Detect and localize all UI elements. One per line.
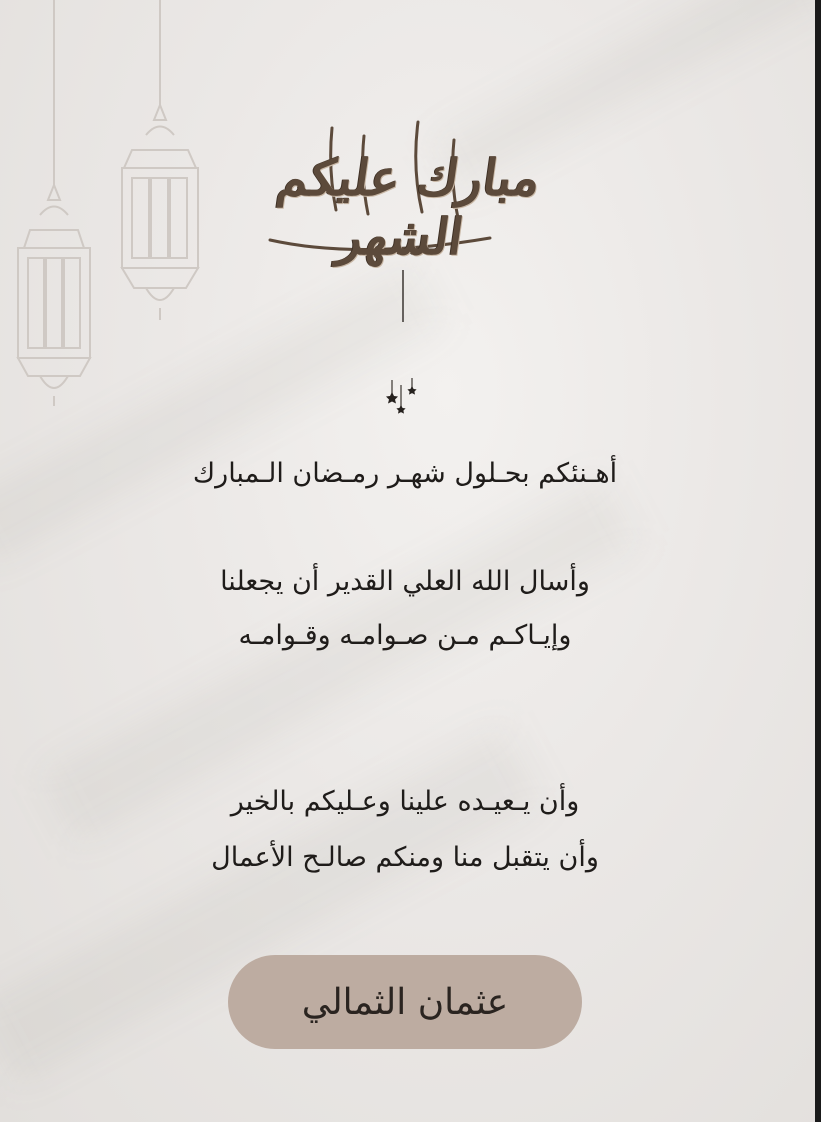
star-icon: [396, 405, 405, 414]
edge-bar: [815, 0, 821, 1122]
sender-name: عثمان الثمالي: [301, 981, 509, 1023]
greeting-line: وإيـاكـم مـن صـوامـه وقـوامـه: [238, 620, 572, 651]
crescent-moon-icon: [368, 270, 438, 420]
calligraphy-headline: [240, 110, 570, 280]
hanging-lantern-icon: [0, 0, 220, 420]
star-icon: [407, 386, 416, 395]
greeting-line: وأن يـعيـده علينا وعـليكم بالخير: [230, 786, 580, 817]
greeting-line: أهـنئكم بحـلول شهـر رمـضان الـمبارك: [192, 458, 618, 489]
sender-name-badge: [228, 955, 582, 1049]
greeting-line: وأن يتقبل منا ومنكم صالـح الأعمال: [211, 842, 599, 873]
greeting-line: وأسال الله العلي القدير أن يجعلنا: [220, 566, 590, 597]
star-icon: [386, 392, 398, 404]
headline-text: مبارك عليكم الشهر: [273, 148, 545, 266]
